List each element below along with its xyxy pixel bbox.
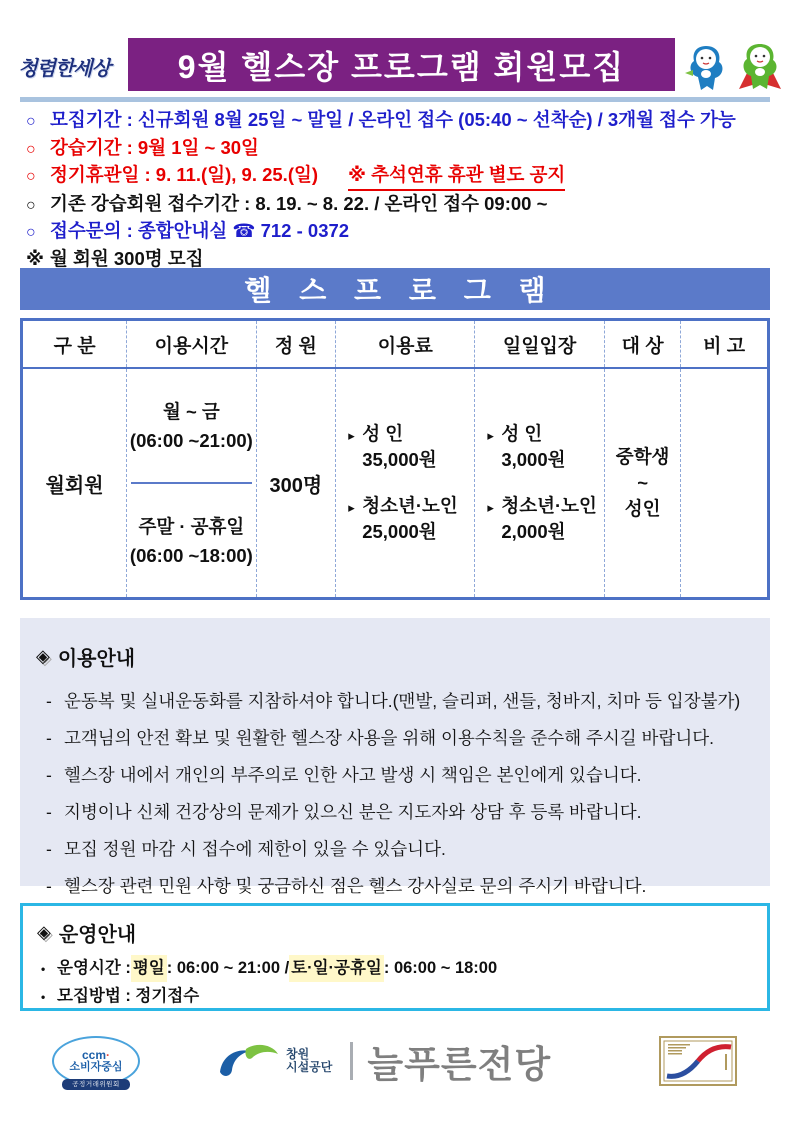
- logo-text: 청렴한세상: [18, 57, 110, 80]
- dash-marker: -: [46, 876, 52, 896]
- daily-adult: ▸ 성 인 3,000원: [487, 423, 566, 470]
- circle-marker: ○: [26, 196, 36, 214]
- clean-world-logo: [0, 38, 128, 94]
- usage-info-section: [20, 618, 770, 896]
- triangle-marker: ▸: [348, 500, 355, 515]
- list-item: - 헬스장 관련 민원 사항 및 궁금하신 점은 헬스 강사실로 문의 주시기 바랍니다.: [46, 868, 756, 905]
- page-title: 9월 헬스장 프로그램 회원모집: [128, 38, 675, 91]
- ccm-consumer-logo: [52, 1036, 144, 1086]
- col-daily: 일일입장: [475, 321, 604, 367]
- divider: [350, 1042, 353, 1080]
- triangle-marker: ▸: [487, 500, 494, 515]
- operation-hours: • 운영시간 : 평일 : 06:00 ~ 21:00 / 토·일·공휴일 : 06:00 ~ 18:00: [41, 955, 753, 983]
- notice-list: [26, 107, 776, 272]
- operation-method: • 모집방법 : 정기접수: [41, 983, 753, 1011]
- mascot-green-icon: [735, 39, 785, 95]
- circle-marker: ○: [26, 168, 36, 185]
- brand-wordmark: 늘푸른전당: [367, 1044, 552, 1085]
- notice-closed-days: ○ 정기휴관일 : 9. 11.(일), 9. 25.(일) ※ 추석연휴 휴관 별도 공지: [26, 162, 776, 191]
- header-underline: [20, 97, 770, 102]
- chuseok-notice: ※ 추석연휴 휴관 별도 공지: [348, 162, 565, 191]
- list-item: - 고객님의 안전 확보 및 원활한 헬스장 사용을 위해 이용수칙을 준수해 주시길 바랍니다.: [46, 720, 756, 757]
- col-remark: 비 고: [703, 335, 746, 357]
- cell-remark: [681, 369, 767, 597]
- circle-marker: ○: [26, 113, 36, 130]
- triangle-marker: ▸: [348, 428, 355, 443]
- fee-youth-senior: ▸ 청소년·노인 25,000원: [348, 495, 458, 542]
- col-capacity: 정 원: [257, 321, 337, 367]
- daily-youth-senior: ▸ 청소년·노인 2,000원: [487, 495, 597, 542]
- cell-capacity: 300명: [257, 369, 337, 597]
- fee-adult: ▸ 성 인 35,000원: [348, 423, 437, 470]
- list-item: - 모집 정원 마감 시 접수에 제한이 있을 수 있습니다.: [46, 831, 756, 868]
- diamond-icon: ◈: [37, 922, 51, 942]
- notice-capacity: ※ 월 회원 300명 모집: [26, 246, 776, 272]
- cell-hours: [127, 369, 256, 597]
- circle-marker: ○: [26, 140, 36, 158]
- operation-item-list: [37, 955, 753, 1011]
- circle-marker: ○: [26, 224, 36, 241]
- bullet-marker: •: [41, 962, 46, 976]
- table-header-row: [23, 321, 767, 369]
- swoosh-icon: [216, 1040, 282, 1082]
- notice-existing-members: ○ 기존 강습회원 접수기간 : 8. 19. ~ 8. 22. / 온라인 접수 09:00 ~: [26, 191, 776, 219]
- dash-marker: -: [46, 728, 52, 748]
- program-table: [20, 318, 770, 600]
- list-item: - 운동복 및 실내운동화를 지참하셔야 합니다.(맨발, 슬리퍼, 샌들, 청바지, 치마 등 입장불가): [46, 683, 756, 720]
- operation-info-section: [20, 903, 770, 1011]
- ftc-banner: 공정거래위원회: [62, 1079, 130, 1090]
- asterisk-marker: ※: [26, 247, 44, 269]
- cell-daily: [475, 369, 604, 597]
- changwon-facility-logo: 창원 시설공단 늘푸른전당: [216, 1034, 551, 1088]
- operation-info-title: ◈ 운영안내: [37, 922, 137, 946]
- footer: [0, 1026, 793, 1096]
- ccm-ellipse: ccm· 소비자중심: [52, 1036, 140, 1086]
- table-row: [23, 369, 767, 597]
- bullet-marker: •: [41, 990, 46, 1004]
- program-banner: 헬 스 프 로 그 램: [20, 268, 770, 310]
- triangle-marker: ▸: [487, 428, 494, 443]
- col-hours: 이용시간: [127, 321, 256, 367]
- col-fee: 이용료: [336, 321, 475, 367]
- list-item: - 지병이나 신체 건강상의 문제가 있으신 분은 지도자와 상담 후 등록 바랍니다.: [46, 794, 756, 831]
- notice-recruit-period: ○ 모집기간 : 신규회원 8월 25일 ~ 말일 / 온라인 접수 (05:40 ~ 선착순) / 3개월 접수 가능: [26, 107, 776, 135]
- cell-fee: [336, 369, 475, 597]
- list-item: - 헬스장 내에서 개인의 부주의로 인한 사고 발생 시 책임은 본인에게 있습니다.: [46, 757, 756, 794]
- certification-seal-icon: [659, 1036, 737, 1086]
- weekend-highlight: 토·일·공휴일: [289, 955, 384, 982]
- usage-item-list: [36, 683, 756, 905]
- col-category: 구 분: [23, 321, 127, 367]
- notice-contact: ○ 접수문의 : 종합안내실 ☎ 712 - 0372: [26, 218, 776, 246]
- dash-marker: -: [46, 765, 52, 785]
- dash-marker: -: [46, 839, 52, 859]
- diamond-icon: ◈: [36, 646, 50, 666]
- header: [0, 38, 793, 96]
- mascot-blue-icon: [683, 40, 729, 94]
- col-target: 대 상: [605, 321, 682, 367]
- weekday-highlight: 평일: [131, 955, 167, 982]
- mascot-characters: [675, 38, 793, 96]
- cell-target: 중학생 ~ 성인: [605, 369, 682, 597]
- notice-class-period: ○ 강습기간 : 9월 1일 ~ 30일: [26, 135, 776, 163]
- weekday-hours: 월 ~ 금 (06:00 ~21:00): [129, 400, 253, 451]
- dash-marker: -: [46, 691, 52, 711]
- dash-marker: -: [46, 802, 52, 822]
- cell-category: 월회원: [23, 369, 127, 597]
- weekend-hours: 주말 · 공휴일 (06:00 ~18:00): [129, 515, 253, 566]
- usage-info-title: ◈ 이용안내: [36, 646, 136, 670]
